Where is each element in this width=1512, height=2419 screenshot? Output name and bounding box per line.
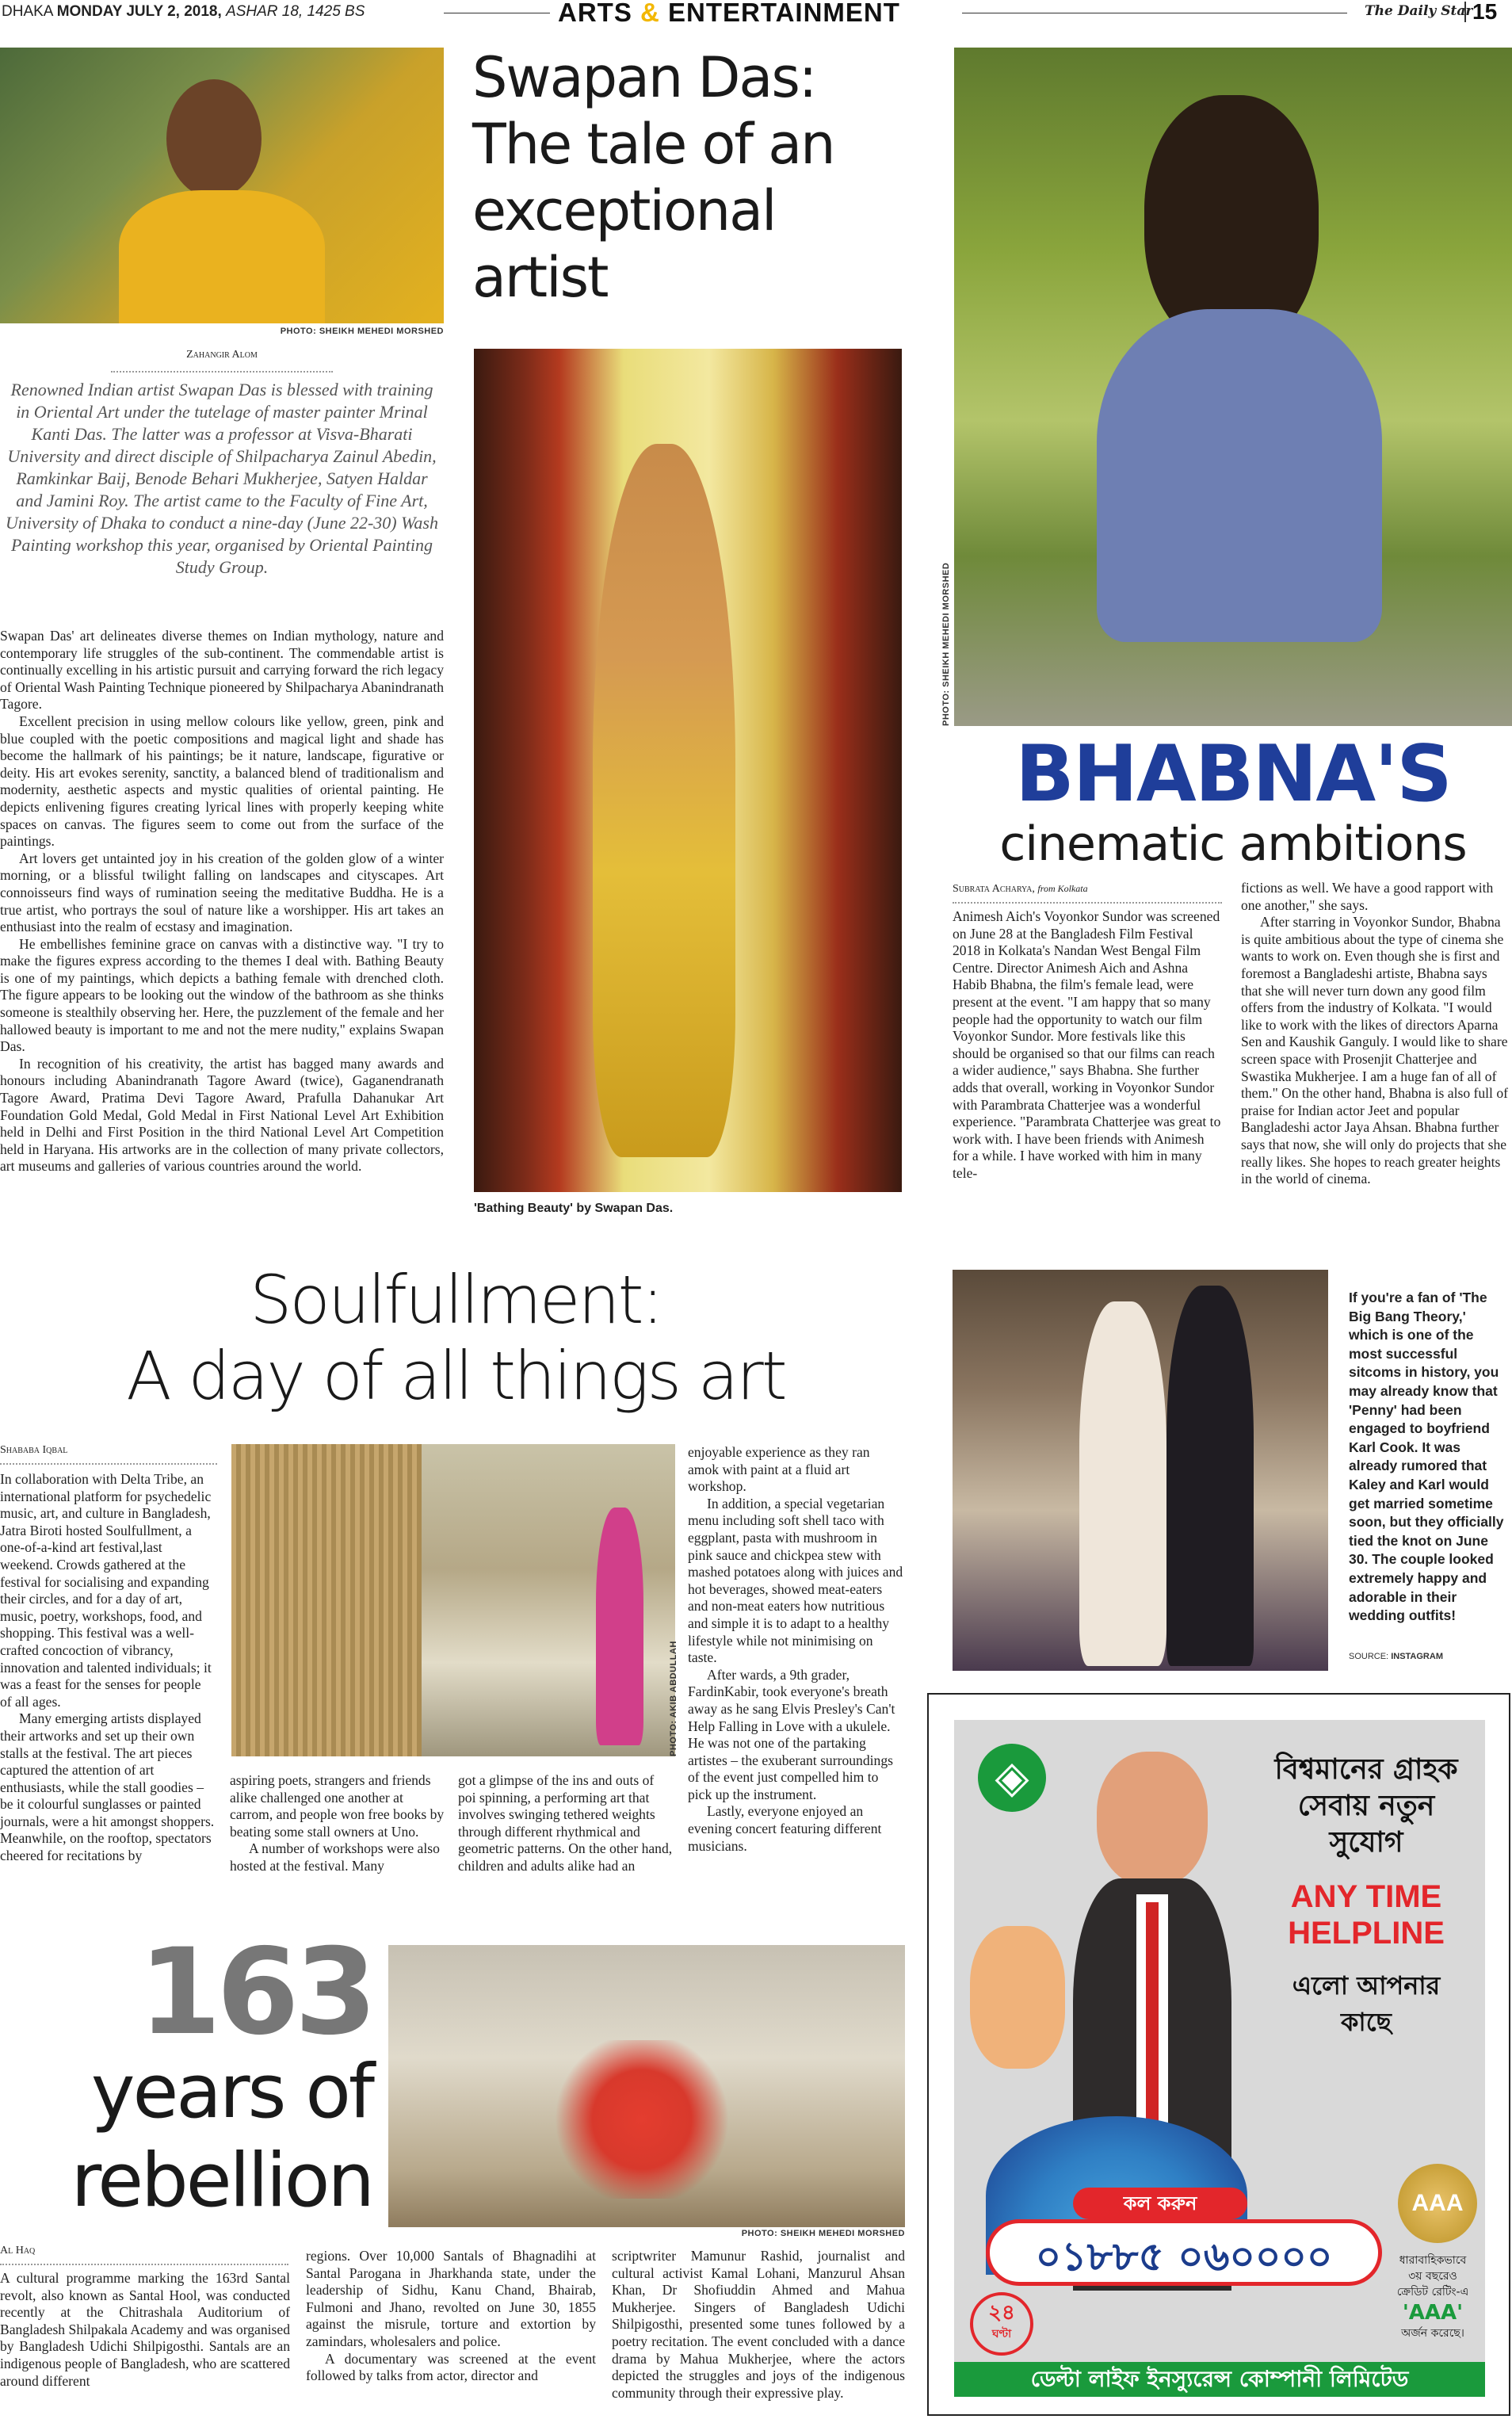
swapan-intro: Renowned Indian artist Swapan Das is blessed with training in Oriental Art under the tutelage of master painter Mrinal Kanti Das. The latter was a professor at Visva-Bharati University and direct disciple of Shilpacharya Zainul Abedin, Ramkinkar Baij, Benode Behari Mukherjee, Satyen Haldar and Jamini Roy. The artist came to the Faculty of Fine Art, University of Dhaka to conduct a nine-day (June 22-30) Wash Painting workshop this year, organised by Oriental Painting Study Group. bbox=[5, 380, 438, 577]
rebellion-col-1 bbox=[0, 2270, 290, 2390]
ad-badge-text: AAA bbox=[1411, 2190, 1464, 2216]
photo-bhabna bbox=[954, 48, 1512, 726]
soul-headline-2: A day of all things art bbox=[126, 1337, 785, 1415]
ad-bn-call bbox=[1255, 1967, 1477, 2040]
ad-rating-1: ধারাবাহিকভাবে bbox=[1399, 2254, 1467, 2267]
bhabna-col-2 bbox=[1241, 880, 1510, 1188]
rebellion-byline: Al Haq bbox=[0, 2245, 36, 2257]
rebellion-headline-3: rebellion bbox=[71, 2138, 372, 2224]
ad-rating bbox=[1382, 2253, 1483, 2341]
soul-para: In addition, a special vegetarian menu including soft shell taco with eggplant, pasta with mushroom in pink sauce and chickpea stew with mashed potatoes along with juices and hot beverages, showed meat-eaters and non-meat eaters how nutritious and simple it is to adapt to a healthy lifestyle while not minimising on taste. bbox=[688, 1495, 903, 1666]
portrait-credit: PHOTO: SHEIKH MEHEDI MORSHED bbox=[280, 327, 444, 336]
ad-bn-line-1: বিশ্বমানের গ্রাহক bbox=[1274, 1753, 1458, 1786]
swapan-byline: Zahangir Alom bbox=[186, 349, 258, 361]
ad-bn-line-2: সেবায় নতুন bbox=[1297, 1790, 1435, 1822]
bhabna-col-1 bbox=[953, 908, 1222, 1183]
bhabna-headline: BHABNA'S bbox=[1015, 729, 1451, 820]
ad-en-helpline bbox=[1255, 1878, 1477, 1951]
penny-text: If you're a fan of 'The Big Bang Theory,' which is one of the most successful sitcoms in history, you may already know that 'Penny' had been engaged to boyfriend Karl Cook. It was already rumored that Kaley and Karl would get married sometime soon, but they officially tied the knot on June 30. The couple looked extremely happy and adorable in their wedding outfits! bbox=[1349, 1290, 1504, 1624]
swapan-para: Art lovers get untainted joy in his creation of the golden glow of a winter morning, or a blissful twilight falling on landscapes and cityscapes. Art connoisseurs find ways of rumination seeing the meditative Buddha. He is a true artist, who portrays the soul of nature like a worshipper. His art takes an enthusiast into the realm of ecstasy and imagination. bbox=[0, 850, 444, 935]
swapan-headline bbox=[472, 44, 916, 311]
swapan-para: Excellent precision in using mellow colours like yellow, green, pink and blue coupled with the poetic compositions and magical light and shade has become the hallmark of his paintings; be it nature, landscape, figurative or deity. His art evokes serenity, sanctity, a balanced blend of traditionalism and modernity, aesthetic aspects and mystic qualities of oriental painting. He depicts enlivening figures creating lyrical lines with properly keeping white spaces on canvas. The figures seem to come out from the surface of the paintings. bbox=[0, 713, 444, 850]
rebellion-para: regions. Over 10,000 Santals of Bhagnadihi at Santal Parogana in Jharkhanda state, under the leadership of Sidhu, Kanu Chand, Bhairab, Fulmoni and Jhano, revolted on June 30, 1855 against the misrule, torture and extortion by zamindars, wholesalers and police. bbox=[306, 2248, 596, 2349]
ad-rating-4: অর্জন করেছে। bbox=[1401, 2327, 1464, 2340]
photo-wedding bbox=[953, 1270, 1328, 1671]
swapan-byline-rule bbox=[111, 371, 333, 373]
rebellion-byline-rule bbox=[0, 2264, 288, 2265]
photo-soulfullment bbox=[231, 1444, 675, 1756]
ad-aaa-badge bbox=[1398, 2164, 1477, 2243]
bhabna-byline-from: from Kolkata bbox=[1037, 883, 1088, 894]
penny-source bbox=[1349, 1652, 1443, 1661]
rebellion-headline-num: 163 bbox=[138, 1924, 372, 2062]
masthead: The Daily Star bbox=[1365, 3, 1473, 19]
bhabna-byline-rule bbox=[953, 902, 1222, 904]
rebellion-para: A cultural programme marking the 163rd Santal revolt, also known as Santal Hool, was conducted recently at the Chitrashala Auditorium of Bangladesh Shilpakala Academy and was organised by Bangladesh Udichi Shilpigosthi. Santals are an indigenous people of Bangladesh, who are scattered around different bbox=[0, 2270, 290, 2389]
page-number: 15 bbox=[1472, 0, 1498, 24]
ad-bn-call-1: এলো আপনার bbox=[1292, 1970, 1441, 2001]
ad-logo: ◈ bbox=[978, 1744, 1046, 1812]
ad-thumb bbox=[970, 1926, 1065, 2069]
soul-byline-rule bbox=[0, 1463, 217, 1465]
section-title-right: ENTERTAINMENT bbox=[668, 0, 900, 27]
bhabna-photo-credit: PHOTO: SHEIKH MEHEDI MORSHED bbox=[941, 562, 951, 726]
rebellion-headline-2: years of bbox=[90, 2049, 372, 2135]
swapan-headline-2: The tale of an bbox=[472, 112, 834, 177]
rebellion-para: scriptwriter Mamunur Rashid, journalist and cultural activist Kamal Lohani, Manzurul Ahsan Khan, Dr Shofiuddin Ahmed and Mahua Mukherjee. Singers of Bangladesh Udichi Shilpigosthi, presented some tunes followed by a poetry recitation. The event concluded with a dance drama by Mahua Mukherjee, where the actors depicted the struggles and joys of the indigenous community through their expressive play. bbox=[612, 2248, 905, 2401]
soul-headline bbox=[0, 1262, 911, 1414]
dateline bbox=[2, 3, 365, 21]
swapan-headline-3: exceptional artist bbox=[472, 178, 776, 310]
painting-bathing-beauty bbox=[474, 349, 902, 1192]
ad-hours-label: ঘণ্টা bbox=[991, 2328, 1012, 2341]
swapan-para: Swapan Das' art delineates diverse themes on Indian mythology, nature and contemporary life struggles of the sub-continent. The commendable artist is continually excelling in his artistic pursuit and carrying forward the rich legacy of Oriental Wash Painting Technique pioneered by Shilpacharya Abanindranath Tagore. bbox=[0, 628, 444, 713]
bhabna-para: fictions as well. We have a good rapport with one another," she says. bbox=[1241, 880, 1494, 913]
soul-col-1 bbox=[0, 1471, 216, 1865]
soul-para: got a glimpse of the ins and outs of poi spinning, a performing art that involves swinging tethered weights through different rhythmical and geometric patterns. On the other hand, children and adults alike had an bbox=[458, 1772, 673, 1874]
swapan-para: In recognition of his creativity, the artist has bagged many awards and honours including Abanindranath Tagore Award (twice), Gaganendranath Tagore Award, Pratima Devi Tagore Award, Prafulla Dahanukar Art Foundation Gold Medal, Gold Medal in First National Level Art Exhibition held in Delhi and First Position in the third National Level Art Competition held in Haryana. His artworks are in the collection of many private collectors, art museums and galleries of various countries around the world. bbox=[0, 1055, 444, 1175]
swapan-para: He embellishes feminine grace on canvas with a distinctive way. "I try to make the figures express according to the themes I deal with. Bathing Beauty is one of my paintings, which depicts a bathing female with drenched cloth. The figure appears to be looking out the window of the bathroom as she thinks someone is stealthily observing her. Here, the puzzlement of the female and her hallowed beauty is important to me and not the mere nudity," explains Swapan Das. bbox=[0, 935, 444, 1055]
soul-para: Many emerging artists displayed their artworks and set up their own stalls at the festival. The art pieces captured the attention of art enthusiasts, while the stall goodies – be it colourful sunglasses or painted journals, were a hit amongst shoppers. Meanwhile, on the rooftop, spectators cheered for recitations by bbox=[0, 1710, 215, 1864]
dateline-date: MONDAY JULY 2, 2018, bbox=[56, 3, 222, 20]
soul-headline-1: Soulfullment: bbox=[250, 1261, 662, 1339]
bhabna-byline bbox=[953, 883, 1088, 896]
penny-source-label: SOURCE: bbox=[1349, 1652, 1389, 1661]
soul-para: Lastly, everyone enjoyed an evening concert featuring different musicians. bbox=[688, 1803, 882, 1854]
soul-para: A number of workshops were also hosted at the festival. Many bbox=[230, 1840, 440, 1874]
bhabna-subheadline: cinematic ambitions bbox=[999, 816, 1467, 872]
soul-para: After wards, a 9th grader, FardinKabir, took everyone's breath away as he sang Elvis Presley's Can't Help Falling in Love with a ukulele. He was not one of the partaking artistes – the exuberant surroundings of the event just compelled him to pick up the instrument. bbox=[688, 1666, 895, 1802]
swapan-body bbox=[0, 628, 444, 1175]
swapan-headline-1: Swapan Das: bbox=[472, 45, 816, 110]
penny-source-value: INSTAGRAM bbox=[1391, 1652, 1443, 1661]
photo-santal-dance bbox=[388, 1945, 905, 2227]
soul-para: aspiring poets, strangers and friends alike challenged one another at carrom, and people won free books by beating some stall owners at Uno. bbox=[230, 1772, 445, 1840]
painting-caption: 'Bathing Beauty' by Swapan Das. bbox=[474, 1202, 674, 1215]
rebellion-col-2 bbox=[306, 2248, 596, 2385]
rebellion-para: A documentary was screened at the event followed by talks from actor, director and bbox=[306, 2350, 596, 2384]
soul-photo-credit: PHOTO: AKIB ABDULLAH bbox=[669, 1641, 678, 1756]
ad-rating-2: ৩য় বছরেও bbox=[1408, 2270, 1457, 2283]
header-divider bbox=[1464, 2, 1466, 22]
ad-rating-aaa: 'AAA' bbox=[1402, 2301, 1464, 2325]
section-title-left: ARTS bbox=[558, 0, 632, 27]
ad-bn-headline bbox=[1255, 1752, 1477, 1861]
page-header bbox=[0, 0, 1512, 25]
section-title bbox=[558, 0, 900, 28]
dateline-bengali: ASHAR 18, 1425 BS bbox=[226, 3, 365, 20]
rebellion-photo-credit: PHOTO: SHEIKH MEHEDI MORSHED bbox=[741, 2229, 905, 2238]
rebellion-headline bbox=[0, 1924, 372, 2226]
bhabna-byline-name: Subrata Acharya, bbox=[953, 883, 1035, 895]
bhabna-para: Animesh Aich's Voyonkor Sundor was screened on June 28 at the Bangladesh Film Festival 2018 in Kolkata's Nandan West Bengal Film Centre. Director Animesh Aich and Ashna Habib Bhabna, the film's female lead, were present at the event. "I am happy that so many people had the opportunity to watch our film Voyonkor Sundor. More festivals like this should be organised so that our films can reach a wider audience," says Bhabna. She further adds that overall, working in Voyonkor Sundor with Parambrata Chatterjee was a wonderful experience. "Parambrata Chatterjee was great to work with. I have been friends with Animesh for a while. I have worked with him in many tele- bbox=[953, 908, 1221, 1181]
soul-para: enjoyable experience as they ran amok with paint at a fluid art workshop. bbox=[688, 1444, 870, 1495]
ad-rating-3: ক্রেডিট রেটিং-এ bbox=[1396, 2286, 1469, 2299]
ad-delta-life[interactable] bbox=[927, 1693, 1510, 2416]
ad-phone-number[interactable]: ০১৮৮৫ ০৬০০০০ bbox=[986, 2219, 1382, 2286]
soul-para: In collaboration with Delta Tribe, an international platform for psychedelic music, art, and culture in Bangladesh, Jatra Biroti hosted Soulfullment, a one-of-a-kind art festival,last weekend. Crowds gathered at the festival for socialising and expanding their circles, and for a day of art, music, poetry, workshops, food, and shopping. This festival was a well-crafted concoction of vibrancy, innovation and talented individuals; it was a feast for the senses for people of all ages. bbox=[0, 1471, 212, 1710]
ad-panel bbox=[954, 1720, 1485, 2362]
soul-byline: Shababa Iqbal bbox=[0, 1444, 68, 1456]
ad-bn-line-3: সুযোগ bbox=[1329, 1826, 1403, 1859]
ad-company-bar: ডেল্টা লাইফ ইনস্যুরেন্স কোম্পানী লিমিটেড bbox=[954, 2362, 1485, 2397]
ad-en-line-1: ANY TIME bbox=[1290, 1879, 1442, 1914]
section-title-amp: & bbox=[640, 0, 660, 27]
dateline-city: DHAKA bbox=[2, 3, 53, 20]
ad-en-line-2: HELPLINE bbox=[1288, 1916, 1445, 1951]
bhabna-para: After starring in Voyonkor Sundor, Bhabna is quite ambitious about the type of cinema she wants to work on. Even though she is first and foremost a Bangladeshi artiste, Bhabna says that she will never turn down any good film offers from the industry of Kolkata. "I would like to work with the likes of directors Aparna Sen and Kaushik Ganguly. I would like to share screen space with Prosenjit Chatterjee and Swastika Mukherjee. I am a huge fan of all of them." On the other hand, Bhabna is also full of praise for Indian actor Jeet and popular Bangladeshi actor Jaya Ahsan. Bhabna further says that now, she will only do projects that she really likes. She hopes to reach greater heights in the world of cinema. bbox=[1241, 914, 1508, 1187]
ad-bn-call-2: কাছে bbox=[1341, 2007, 1392, 2037]
soul-col-2 bbox=[230, 1772, 445, 1875]
rebellion-col-3 bbox=[612, 2248, 905, 2402]
ad-24-hours bbox=[970, 2292, 1033, 2356]
ad-call-now: কল করুন bbox=[1073, 2188, 1247, 2219]
soul-col-4 bbox=[688, 1444, 903, 1855]
ad-hours-num: ২৪ bbox=[988, 2301, 1015, 2325]
portrait-swapan-das bbox=[0, 48, 444, 323]
soul-col-3 bbox=[458, 1772, 674, 1875]
